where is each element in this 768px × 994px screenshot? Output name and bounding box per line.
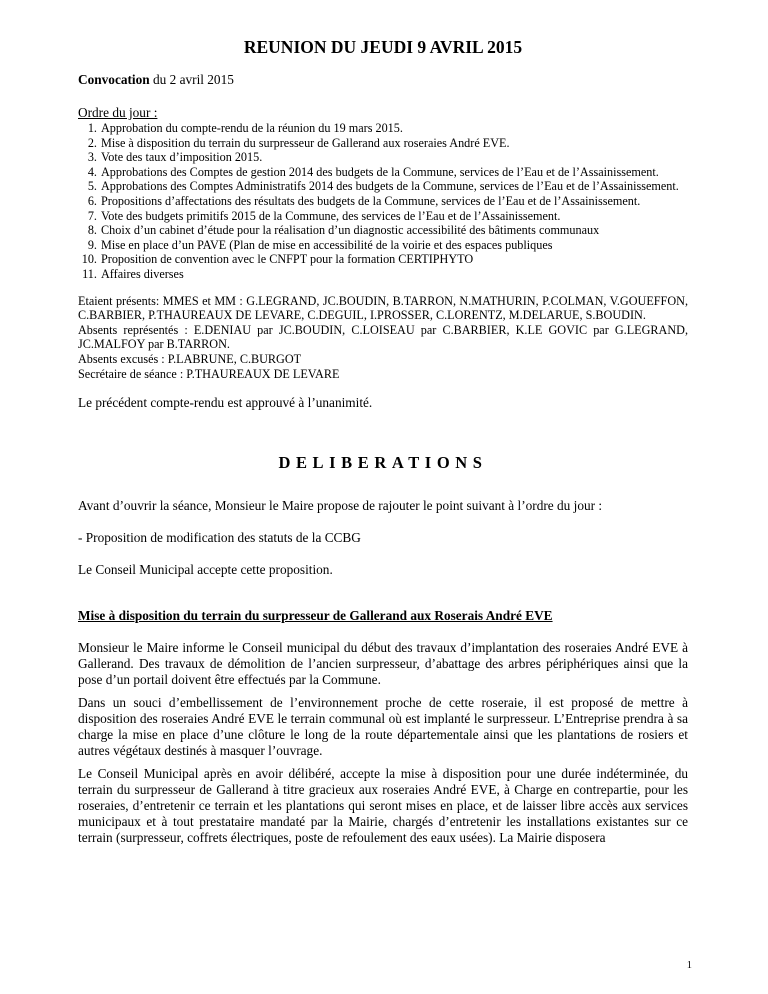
attendance-represented: Absents représentés : E.DENIAU par JC.BOUDIN, C.LOISEAU par C.BARBIER, K.LE GOVIC par G.LEGRAND, JC.MALFOY par B.TARRON. (78, 322, 688, 352)
document-page (78, 36, 688, 846)
attendance-block (78, 294, 688, 382)
attendance-present: Etaient présents: MMES et MM : G.LEGRAND, JC.BOUDIN, B.TARRON, N.MATHURIN, P.COLMAN, V.GOUEFFON, C.BARBIER, P.THAUREAUX DE LEVARE, C.DEGUIL, I.PROSSER, C.LORENTZ, M.DELARUE, S.BOUDIN. (78, 293, 688, 323)
agenda-item: 7. Vote des budgets primitifs 2015 de la Commune, des services de l’Eau et de l’Assainissement. (100, 209, 688, 224)
convocation-line (78, 72, 688, 88)
section-paragraph: Monsieur le Maire informe le Conseil municipal du début des travaux d’implantation des roseraies André EVE à Gallerand. Des travaux de démolition de l’ancien surpresseur, d’abattage des arbres périphériques ainsi que la pose d’un portail doivent être effectués par la Commune. (78, 640, 688, 688)
intro-text: Avant d’ouvrir la séance, Monsieur le Maire propose de rajouter le point suivant à l’ordre du jour : (78, 498, 603, 514)
page-number: 1 (686, 960, 692, 971)
section-heading: Mise à disposition du terrain du surpresseur de Gallerand aux Roserais André EVE (78, 608, 553, 624)
agenda-item: 2. Mise à disposition du terrain du surpresseur de Gallerand aux roseraies André EVE. (100, 136, 688, 151)
section-paragraph: Le Conseil Municipal après en avoir délibéré, accepte la mise à disposition pour une durée indéterminée, du terrain du surpresseur de Gallerand à titre gracieux aux roseraies André EVE, à Charge en contrepartie, pour les roseraies, d’entretenir ce terrain et les plantations qui seront mises en place, et de laisser libre accès aux services municipaux et à tout prestataire mandaté par la Mairie, chargés d’entretenir les installations existantes sur ce terrain (surpresseur, coffrets électriques, poste de refoulement des eaux usées). La Mairie disposera (78, 766, 688, 846)
convocation-date: du 2 avril 2015 (149, 72, 234, 87)
agenda-item: 3. Vote des taux d’imposition 2015. (100, 150, 688, 165)
page-title: REUNION DU JEUDI 9 AVRIL 2015 (243, 37, 523, 57)
deliberations-heading: DELIBERATIONS (278, 453, 488, 473)
agenda-item: 9. Mise en place d’un PAVE (Plan de mise en accessibilité de la voirie et des espaces publiques (100, 238, 688, 253)
agenda-item: 4. Approbations des Comptes de gestion 2014 des budgets de la Commune, services de l’Eau et de l’Assainissement. (100, 165, 688, 180)
agenda-item: 11. Affaires diverses (100, 267, 688, 282)
section-paragraph: Dans un souci d’embellissement de l’environnement proche de cette roseraie, il est proposé de mettre à disposition des roseraies André EVE le terrain communal où est implanté le surpresseur. L’Entreprise prendra à sa charge la mise en place d’une clôture le long de la route départementale ainsi que les plantations de rosiers et autres végétaux destinés à masquer l’ouvrage. (78, 695, 688, 759)
agenda-item: 10. Proposition de convention avec le CNFPT pour la formation CERTIPHYTO (100, 252, 688, 267)
acceptance-text: Le Conseil Municipal accepte cette proposition. (78, 562, 333, 578)
agenda-list (78, 121, 688, 282)
attendance-excused: Absents excusés : P.LABRUNE, C.BURGOT (78, 351, 302, 366)
agenda-item: 6. Propositions d’affectations des résultats des budgets de la Commune, services de l’Eau et de l’Assainissement. (100, 194, 688, 209)
agenda-item: 1. Approbation du compte-rendu de la réunion du 19 mars 2015. (100, 121, 688, 136)
convocation-label: Convocation (78, 72, 150, 87)
approval-text: Le précédent compte-rendu est approuvé à l’unanimité. (78, 395, 373, 411)
agenda-item: 5. Approbations des Comptes Administratifs 2014 des budgets de la Commune, services de l’Eau et de l’Assainissement. (100, 179, 688, 194)
agenda-heading: Ordre du jour : (78, 105, 158, 120)
attendance-secretary: Secrétaire de séance : P.THAUREAUX DE LEVARE (78, 366, 340, 381)
added-agenda-item: - Proposition de modification des statuts de la CCBG (78, 530, 361, 546)
agenda-item: 8. Choix d’un cabinet d’étude pour la réalisation d’un diagnostic accessibilité des bâtiments communaux (100, 223, 688, 238)
